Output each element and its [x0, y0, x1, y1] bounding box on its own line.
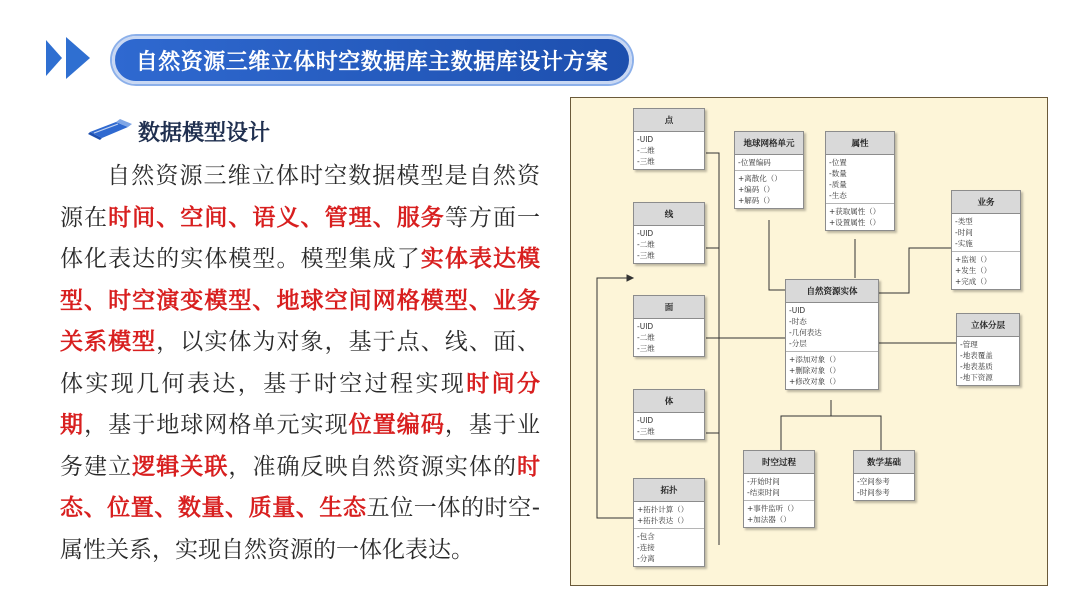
- class-box-math: [853, 450, 915, 501]
- class-member: +解码（）: [738, 196, 775, 205]
- class-member: +事件监听（）: [747, 504, 799, 513]
- class-member: +发生（）: [955, 266, 992, 275]
- class-box-business: [951, 190, 1021, 290]
- class-member: -三维: [637, 344, 655, 353]
- class-member: -UID: [637, 322, 654, 331]
- chevron-right-icon: [66, 37, 90, 79]
- class-box-line: [633, 202, 705, 264]
- class-member: -UID: [637, 229, 654, 238]
- class-member: +添加对象（）: [789, 355, 841, 364]
- class-name: 点: [634, 109, 704, 132]
- class-section: [634, 502, 704, 529]
- class-member: +离散化（）: [738, 174, 782, 183]
- class-member: -生态: [829, 191, 847, 200]
- class-member: -二维: [637, 240, 655, 249]
- class-box-topology: [633, 478, 705, 567]
- class-name: 业务: [952, 191, 1020, 214]
- class-section: [854, 474, 914, 500]
- paragraph-text: 五位一体的时空-属性关系，实现自然资源的一体化表达。: [60, 495, 540, 563]
- highlighted-text: 时间分期: [60, 370, 541, 438]
- class-member: -UID: [789, 306, 806, 315]
- paragraph-text: 等方面一体化表达的实体模型。模型集成了: [60, 204, 541, 272]
- class-member: -地表覆盖: [960, 351, 993, 360]
- highlighted-text: 逻辑关联: [132, 453, 229, 480]
- class-member: -分离: [637, 554, 655, 563]
- highlighted-text: 时态、位置、数量、质量、生态: [60, 453, 541, 521]
- class-box-grid: [734, 131, 804, 209]
- class-member: -空间参考: [857, 477, 890, 486]
- class-box-layer: [956, 313, 1020, 386]
- class-name: 数学基础: [854, 451, 914, 474]
- class-name: 自然资源实体: [786, 280, 878, 303]
- class-box-point: [633, 108, 705, 170]
- class-section: [634, 529, 704, 566]
- class-member: -实施: [955, 239, 973, 248]
- class-section: [786, 303, 878, 352]
- description-paragraph: [60, 156, 540, 571]
- class-box-attr: [825, 131, 895, 231]
- class-member: +删除对象（）: [789, 366, 841, 375]
- class-section: [952, 214, 1020, 252]
- class-member: -管理: [960, 340, 978, 349]
- class-member: +编码（）: [738, 185, 775, 194]
- pencil-tag-icon: [88, 118, 132, 140]
- class-member: -位置: [829, 158, 847, 167]
- class-section: [786, 352, 878, 389]
- class-section: [957, 337, 1019, 385]
- class-member: -UID: [637, 416, 654, 425]
- class-member: +加法器（）: [747, 515, 791, 524]
- title-banner: [112, 36, 632, 84]
- class-member: -地表基质: [960, 362, 993, 371]
- class-section: [735, 171, 803, 208]
- class-section: [735, 155, 803, 171]
- class-name: 属性: [826, 132, 894, 155]
- class-member: -位置编码: [738, 158, 771, 167]
- class-member: +设置属性（）: [829, 218, 881, 227]
- highlighted-text: 时间、空间、语义、管理、服务: [108, 204, 445, 231]
- class-member: -几何表达: [789, 328, 822, 337]
- class-box-face: [633, 295, 705, 357]
- class-member: -结束时间: [747, 488, 780, 497]
- class-name: 体: [634, 390, 704, 413]
- class-member: +监视（）: [955, 255, 992, 264]
- class-section: [744, 474, 814, 501]
- uml-diagram-panel: [570, 97, 1048, 586]
- class-member: -质量: [829, 180, 847, 189]
- class-member: -三维: [637, 427, 655, 436]
- class-member: -时间: [955, 228, 973, 237]
- page-title: 自然资源三维立体时空数据库主数据库设计方案: [135, 49, 609, 75]
- class-member: -类型: [955, 217, 973, 226]
- class-box-process: [743, 450, 815, 528]
- class-member: -数量: [829, 169, 847, 178]
- class-section: [634, 413, 704, 439]
- class-section: [826, 155, 894, 204]
- class-section: [952, 252, 1020, 289]
- highlighted-text: 实体表达模型、时空演变模型、地球空间网格模型、业务关系模型: [60, 246, 541, 355]
- paragraph-text: ，基于业务建立: [60, 412, 541, 480]
- class-member: -二维: [637, 333, 655, 342]
- class-member: +拓扑计算（）: [637, 505, 689, 514]
- class-member: -连接: [637, 543, 655, 552]
- class-member: -三维: [637, 157, 655, 166]
- class-section: [634, 226, 704, 263]
- class-member: -分层: [789, 339, 807, 348]
- class-member: -二维: [637, 146, 655, 155]
- class-member: -UID: [637, 135, 654, 144]
- paragraph-text: ，以实体为对象，基于点、线、面、体实现几何表达，基于时空过程实现: [60, 329, 541, 397]
- class-member: -包含: [637, 532, 655, 541]
- class-name: 时空过程: [744, 451, 814, 474]
- class-member: +修改对象（）: [789, 377, 841, 386]
- paragraph-text: ，基于地球网格单元实现: [84, 412, 349, 438]
- section-title: 数据模型设计: [138, 121, 271, 146]
- highlighted-text: 位置编码: [348, 412, 445, 438]
- class-section: [634, 319, 704, 356]
- paragraph-text: 自然资源三维立体时空数据模型是自然资源在: [60, 163, 540, 231]
- class-member: -地下资源: [960, 373, 993, 382]
- class-section: [634, 132, 704, 169]
- class-member: +拓扑表达（）: [637, 516, 689, 525]
- class-section: [826, 204, 894, 230]
- class-box-solid: [633, 389, 705, 440]
- class-member: +获取属性（）: [829, 207, 881, 216]
- chevron-right-icon: [46, 40, 62, 76]
- class-member: -时间参考: [857, 488, 890, 497]
- class-member: +完成（）: [955, 277, 992, 286]
- class-name: 地球网格单元: [735, 132, 803, 155]
- class-name: 线: [634, 203, 704, 226]
- class-member: -三维: [637, 251, 655, 260]
- class-name: 立体分层: [957, 314, 1019, 337]
- class-name: 面: [634, 296, 704, 319]
- class-member: -开始时间: [747, 477, 780, 486]
- class-member: -时态: [789, 317, 807, 326]
- paragraph-text: ，准确反映自然资源实体的: [228, 453, 518, 480]
- class-name: 拓扑: [634, 479, 704, 502]
- class-section: [744, 501, 814, 527]
- class-box-entity: [785, 279, 879, 390]
